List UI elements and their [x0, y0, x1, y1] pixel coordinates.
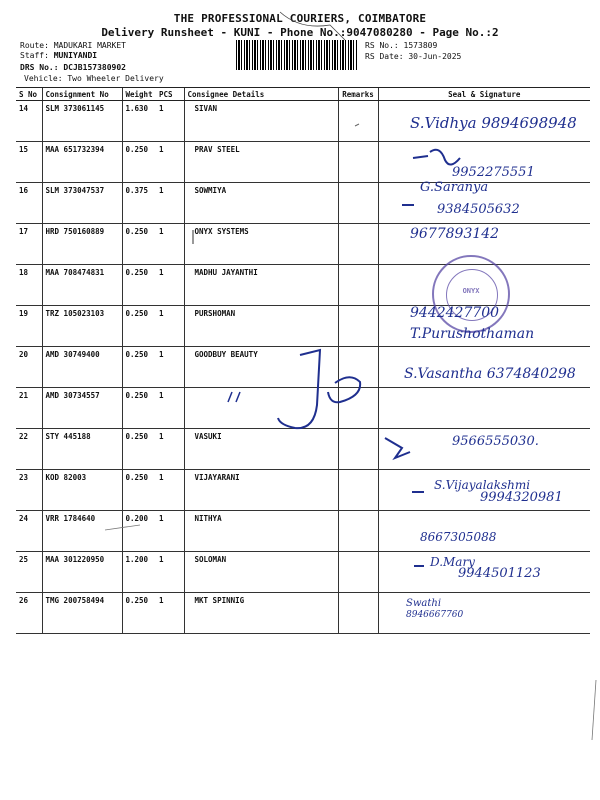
signature-row24 [420, 530, 496, 544]
cell-consignment-no: AMD 30749400 [42, 347, 122, 388]
signature-row26-name [406, 598, 441, 609]
table-row [16, 388, 590, 429]
rs-no-label: RS No.: [365, 41, 399, 50]
signature-row16-name [420, 180, 488, 195]
cell-remarks [338, 470, 378, 511]
cell-sno: 15 [16, 142, 42, 183]
cell-sno: 24 [16, 511, 42, 552]
cell-consignment-no: MAA 301220950 [42, 552, 122, 593]
signature-row14 [410, 114, 577, 132]
rs-date-label: RS Date: [365, 52, 404, 61]
cell-remarks [338, 183, 378, 224]
cell-remarks [338, 552, 378, 593]
barcode [236, 40, 358, 70]
signature-name: S.Vidhya [410, 114, 477, 132]
cell-sno: 23 [16, 470, 42, 511]
cell-consignee: SOWMIYA [184, 183, 338, 224]
signature-name: S.Vasantha [404, 366, 483, 382]
vehicle-value: Two Wheeler Delivery [67, 74, 164, 83]
cell-consignment-no: HRD 750160889 [42, 224, 122, 265]
route-line [20, 41, 126, 51]
cell-weight: 0.200 [122, 511, 156, 552]
company-title: THE PROFESSIONAL COURIERS, COIMBATORE [173, 12, 427, 25]
cell-consignment-no: STY 445188 [42, 429, 122, 470]
cell-sno: 19 [16, 306, 42, 347]
vehicle-label: Vehicle: [24, 74, 63, 83]
cell-weight: 0.375 [122, 183, 156, 224]
drs-label: DRS No.: [20, 63, 59, 72]
signature-row15 [452, 165, 535, 180]
cell-sno: 20 [16, 347, 42, 388]
signature-phone: 6374840298 [486, 366, 576, 382]
cell-weight: 0.250 [122, 470, 156, 511]
signature-phone: 8667305088 [420, 530, 497, 544]
cell-sno: 21 [16, 388, 42, 429]
cell-pcs: 1 [156, 224, 184, 265]
signature-phone: 9944501123 [458, 566, 541, 581]
signature-name: D.Mary [430, 555, 475, 569]
signature-row17 [410, 226, 499, 242]
cell-consignee: PURSHOMAN [184, 306, 338, 347]
drs-line [20, 63, 126, 73]
signature-phone: 9566555030. [452, 434, 539, 449]
cell-remarks [338, 347, 378, 388]
cell-remarks [338, 388, 378, 429]
cell-pcs: 1 [156, 306, 184, 347]
signature-phone: 9894698948 [481, 114, 577, 132]
table-header-row [16, 88, 590, 101]
cell-weight: 0.250 [122, 593, 156, 634]
staff-value: MUNIYANDI [53, 51, 98, 60]
cell-consignment-no: KOD 82003 [42, 470, 122, 511]
cell-weight: 0.250 [122, 429, 156, 470]
stamp-text: ONYX [462, 287, 480, 295]
cell-sno: 25 [16, 552, 42, 593]
route-value: MADUKARI MARKET [53, 41, 126, 50]
cell-weight: 1.200 [122, 552, 156, 593]
table-row [16, 224, 590, 265]
cell-seal-signature [378, 388, 590, 429]
cell-consignment-no: TRZ 105023103 [42, 306, 122, 347]
cell-weight: 0.250 [122, 347, 156, 388]
signature-row19-name [410, 326, 534, 342]
rs-no-line [365, 41, 437, 51]
cell-consignment-no: TMG 200758494 [42, 593, 122, 634]
signature-row16-phone [437, 202, 520, 217]
cell-consignment-no: MAA 651732394 [42, 142, 122, 183]
ink-mark-right-edge [592, 680, 596, 740]
staff-line [20, 51, 97, 61]
cell-remarks [338, 265, 378, 306]
cell-pcs: 1 [156, 347, 184, 388]
rs-date-value: 30-Jun-2025 [408, 52, 462, 61]
drs-value: DCJB157380902 [63, 63, 126, 72]
col-header-seal: Seal & Signature [378, 88, 590, 101]
cell-consignment-no: SLM 373061145 [42, 101, 122, 142]
cell-consignment-no: AMD 30734557 [42, 388, 122, 429]
cell-consignment-no: SLM 373047537 [42, 183, 122, 224]
cell-pcs: 1 [156, 101, 184, 142]
signature-name: G.Saranya [420, 180, 489, 195]
cell-remarks [338, 224, 378, 265]
signature-name: S.Vijayalakshmi [434, 478, 531, 492]
cell-pcs: 1 [156, 470, 184, 511]
signature-row23-phone [480, 490, 563, 505]
signature-phone: 9952275551 [452, 165, 535, 180]
cell-pcs: 1 [156, 429, 184, 470]
cell-pcs: 1 [156, 388, 184, 429]
signature-row25-phone [458, 566, 541, 581]
cell-pcs: 1 [156, 593, 184, 634]
cell-pcs: 1 [156, 183, 184, 224]
cell-consignee [184, 388, 338, 429]
cell-pcs: 1 [156, 142, 184, 183]
vehicle-line [24, 74, 164, 84]
cell-consignee: MADHU JAYANTHI [184, 265, 338, 306]
cell-weight: 0.250 [122, 265, 156, 306]
cell-weight: 0.250 [122, 142, 156, 183]
cell-weight: 0.250 [122, 388, 156, 429]
signature-phone: 9384505632 [437, 202, 520, 217]
cell-consignee: GOODBUY BEAUTY [184, 347, 338, 388]
runsheet-subtitle: Delivery Runsheet - KUNI - Phone No.:9047080280 - Page No.:2 [101, 26, 499, 39]
route-label: Route: [20, 41, 49, 50]
cell-consignment-no: VRR 1784640 [42, 511, 122, 552]
cell-remarks [338, 593, 378, 634]
cell-pcs: 1 [156, 265, 184, 306]
signature-phone: 8946667760 [406, 610, 464, 620]
rs-no-value: 1573809 [403, 41, 438, 50]
signature-row20 [404, 366, 576, 382]
col-header-weight: Weight [122, 88, 156, 101]
cell-remarks [338, 306, 378, 347]
cell-sno: 17 [16, 224, 42, 265]
cell-consignee: PRAV STEEL [184, 142, 338, 183]
cell-remarks [338, 101, 378, 142]
cell-remarks [338, 429, 378, 470]
company-stamp [432, 255, 510, 333]
cell-consignee: MKT SPINNIG [184, 593, 338, 634]
cell-consignee: VIJAYARANI [184, 470, 338, 511]
cell-consignee: NITHYA [184, 511, 338, 552]
cell-consignee: VASUKI [184, 429, 338, 470]
cell-remarks [338, 511, 378, 552]
col-header-pcs: PCS [156, 88, 184, 101]
cell-consignment-no: MAA 708474831 [42, 265, 122, 306]
col-header-consignment: Consignment No [42, 88, 122, 101]
table-row [16, 593, 590, 634]
cell-remarks [338, 142, 378, 183]
col-header-remarks: Remarks [338, 88, 378, 101]
col-header-sno: S No [16, 88, 42, 101]
cell-sno: 18 [16, 265, 42, 306]
signature-phone: 9677893142 [410, 226, 500, 242]
cell-consignee: ONYX SYSTEMS [184, 224, 338, 265]
cell-pcs: 1 [156, 552, 184, 593]
cell-sno: 16 [16, 183, 42, 224]
signature-row22 [452, 434, 539, 449]
signature-name: Swathi [406, 598, 442, 609]
cell-weight: 0.250 [122, 224, 156, 265]
cell-sno: 14 [16, 101, 42, 142]
signature-row19-phone [410, 305, 499, 321]
cell-sno: 26 [16, 593, 42, 634]
cell-weight: 0.250 [122, 306, 156, 347]
signature-row26-phone [406, 610, 463, 620]
cell-consignee: SIVAN [184, 101, 338, 142]
staff-label: Staff: [20, 51, 49, 60]
signature-phone: 9442427700 [410, 305, 500, 321]
cell-pcs: 1 [156, 511, 184, 552]
rs-date-line [365, 52, 461, 62]
cell-sno: 22 [16, 429, 42, 470]
cell-consignee: SOLOMAN [184, 552, 338, 593]
signature-phone: 9994320981 [480, 490, 563, 505]
signature-name: T.Purushothaman [410, 326, 535, 342]
cell-weight: 1.630 [122, 101, 156, 142]
col-header-consignee: Consignee Details [184, 88, 338, 101]
table-row [16, 511, 590, 552]
